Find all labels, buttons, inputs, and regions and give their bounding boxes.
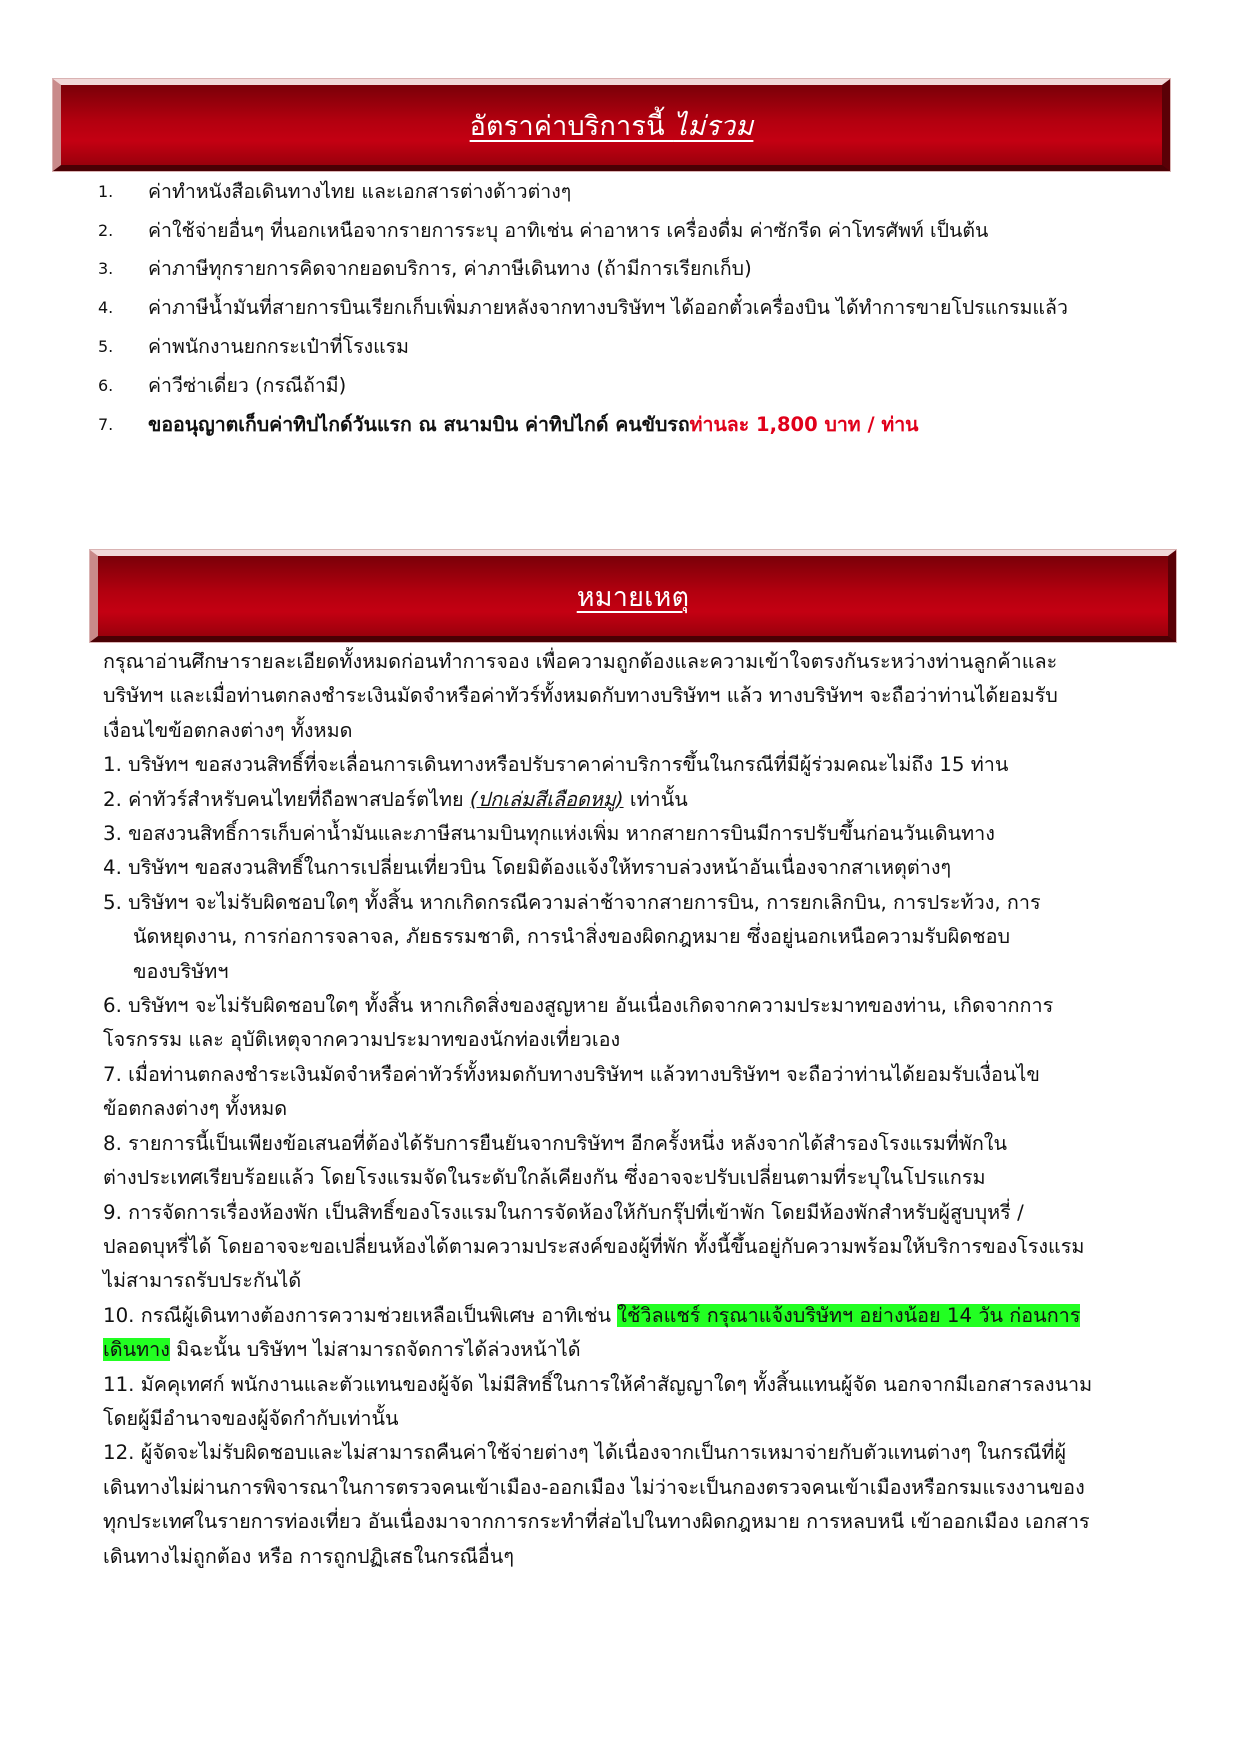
note-line: โดยผู้มีอำนาจของผู้จัดกำกับเท่านั้น — [103, 1406, 399, 1430]
tip-price: ท่านละ 1,800 บาท / ท่าน — [689, 412, 919, 436]
item-number: 6. — [98, 375, 114, 395]
list-item — [98, 405, 1168, 444]
excluded-title-main: อัตราค่าบริการนี้ — [469, 110, 674, 142]
item-number: 1. — [98, 181, 114, 201]
excluded-banner — [53, 79, 1170, 171]
note-line: ของบริษัทฯ — [133, 959, 229, 983]
item-number: 4. — [98, 298, 114, 318]
note-line: โจรกรรม และ อุบัติเหตุจากความประมาทของนักท่องเที่ยวเอง — [103, 1028, 621, 1052]
notes-body — [103, 645, 1153, 1574]
note-line: 5. บริษัทฯ จะไม่รับผิดชอบใดๆ ทั้งสิ้น หากเกิดกรณีความล่าช้าจากสายการบิน, การยกเลิกบิน, การประท้วง, การ — [103, 890, 1041, 914]
note-line: เดินทางไม่ผ่านการพิจารณาในการตรวจคนเข้าเมือง-ออกเมือง ไม่ว่าจะเป็นกองตรวจคนเข้าเมืองหรือกรมแรงงานของ — [103, 1475, 1085, 1499]
notes-title: หมายเหตุ — [576, 581, 690, 613]
excluded-title — [470, 104, 754, 147]
item-number: 3. — [98, 259, 114, 279]
item-text: ขออนุญาตเก็บค่าทิปไกด์วันแรก ณ สนามบิน ค่าทิปไกด์ คนขับรถ — [148, 412, 690, 436]
note-text: เท่านั้น — [623, 787, 688, 811]
item-text: ค่าภาษีทุกรายการคิดจากยอดบริการ, ค่าภาษีเดินทาง (ถ้ามีการเรียกเก็บ) — [148, 257, 752, 281]
note-line: 7. เมื่อท่านตกลงชำระเงินมัดจำหรือค่าทัวร์ทั้งหมดกับทางบริษัทฯ แล้วทางบริษัทฯ จะถือว่าท่านได้ยอมรับเงื่อนไข — [103, 1062, 1040, 1086]
notes-intro-line: บริษัทฯ และเมื่อท่านตกลงชำระเงินมัดจำหรือค่าทัวร์ทั้งหมดกับทางบริษัทฯ แล้ว ทางบริษัทฯ จะถือว่าท่านได้ยอมรับ — [103, 684, 1058, 708]
passport-color-note: (ปกเล่มสีเลือดหมู) — [469, 787, 624, 811]
note-line: ข้อตกลงต่างๆ ทั้งหมด — [103, 1097, 288, 1121]
list-item — [98, 250, 1168, 289]
wheelchair-highlight: ใช้วิลแชร์ กรุณาแจ้งบริษัทฯ อย่างน้อย 14 วัน ก่อนการ — [617, 1303, 1081, 1327]
note-line: ไม่สามารถรับประกันได้ — [103, 1269, 302, 1293]
note-line: ต่างประเทศเรียบร้อยแล้ว โดยโรงแรมจัดในระดับใกล้เคียงกัน ซึ่งอาจจะปรับเปลี่ยนตามที่ระบุในโปรแกรม — [103, 1166, 986, 1190]
notes-intro-line: กรุณาอ่านศึกษารายละเอียดทั้งหมดก่อนทำการจอง เพื่อความถูกต้องและความเข้าใจตรงกันระหว่างท่านลูกค้าและ — [103, 650, 1058, 673]
note-line: 8. รายการนี้เป็นเพียงข้อเสนอที่ต้องได้รับการยืนยันจากบริษัทฯ อีกครั้งหนึ่ง หลังจากได้สำรองโรงแรมที่พักใน — [103, 1131, 1007, 1155]
note-line: เดินทางไม่ถูกต้อง หรือ การถูกปฏิเสธในกรณีอื่นๆ — [103, 1544, 514, 1568]
note-line: 3. ขอสงวนสิทธิ์การเก็บค่าน้ำมันและภาษีสนามบินทุกแห่งเพิ่ม หากสายการบินมีการปรับขึ้นก่อนวันเดินทาง — [103, 822, 995, 846]
item-number: 7. — [98, 414, 114, 434]
note-line: 1. บริษัทฯ ขอสงวนสิทธิ์ที่จะเลื่อนการเดินทางหรือปรับราคาค่าบริการขึ้นในกรณีที่มีผู้ร่วมคณะไม่ถึง 15 ท่าน — [103, 753, 1009, 777]
wheelchair-highlight: เดินทาง — [103, 1338, 170, 1362]
item-text: ค่าพนักงานยกกระเป๋าที่โรงแรม — [148, 335, 409, 359]
excluded-list — [98, 172, 1168, 444]
note-text: 2. ค่าทัวร์สำหรับคนไทยที่ถือพาสปอร์ตไทย — [103, 787, 470, 811]
note-line: 9. การจัดการเรื่องห้องพัก เป็นสิทธิ์ของโรงแรมในการจัดห้องให้กับกรุ๊ปที่เข้าพัก โดยมีห้องพักสำหรับผู้สูบบุหรี่ / — [103, 1200, 1024, 1224]
notes-banner — [90, 550, 1176, 642]
note-text: 10. กรณีผู้เดินทางต้องการความช่วยเหลือเป็นพิเศษ อาทิเช่น — [103, 1303, 618, 1327]
list-item — [98, 172, 1168, 211]
note-line: นัดหยุดงาน, การก่อการจลาจล, ภัยธรรมชาติ, การนำสิ่งของผิดกฎหมาย ซึ่งอยู่นอกเหนือความรับผิดชอบ — [133, 925, 1011, 949]
note-line — [103, 1299, 1153, 1333]
item-text: ค่าภาษีน้ำมันที่สายการบินเรียกเก็บเพิ่มภายหลังจากทางบริษัทฯ ได้ออกตั๋วเครื่องบิน ได้ทำการขายโปรแกรมแล้ว — [148, 296, 1068, 320]
item-text: ค่าวีซ่าเดี่ยว (กรณีถ้ามี) — [148, 373, 347, 397]
item-number: 5. — [98, 337, 114, 357]
list-item — [98, 288, 1168, 327]
list-item — [98, 327, 1168, 366]
item-number: 2. — [98, 220, 114, 240]
notes-intro-line: เงื่อนไขข้อตกลงต่างๆ ทั้งหมด — [103, 718, 353, 742]
note-line — [103, 1333, 1153, 1367]
note-line: 11. มัคคุเทศก์ พนักงานและตัวแทนของผู้จัด ไม่มีสิทธิ์ในการให้คำสัญญาใดๆ ทั้งสิ้นแทนผู้จัด นอกจากมีเอกสารลงนาม — [103, 1372, 1093, 1396]
item-text: ค่าทำหนังสือเดินทางไทย และเอกสารต่างด้าวต่างๆ — [148, 179, 572, 203]
note-line: ปลอดบุหรี่ได้ โดยอาจจะขอเปลี่ยนห้องได้ตามความประสงค์ของผู้ที่พัก ทั้งนี้ขึ้นอยู่กับความพร้อมให้บริการของโรงแรม — [103, 1234, 1085, 1258]
list-item — [98, 211, 1168, 250]
note-line: 6. บริษัทฯ จะไม่รับผิดชอบใดๆ ทั้งสิ้น หากเกิดสิ่งของสูญหาย อันเนื่องเกิดจากความประมาทของท่าน, เกิดจากการ — [103, 994, 1054, 1018]
excluded-title-emphasis: ไม่รวม — [673, 110, 754, 142]
note-line: 12. ผู้จัดจะไม่รับผิดชอบและไม่สามารถคืนค่าใช้จ่ายต่างๆ ได้เนื่องจากเป็นการเหมาจ่ายกับตัวแทนต่างๆ ในกรณีที่ผู้ — [103, 1441, 1067, 1465]
note-line — [103, 783, 1153, 817]
item-text: ค่าใช้จ่ายอื่นๆ ที่นอกเหนือจากรายการระบุ อาทิเช่น ค่าอาหาร เครื่องดื่ม ค่าซักรีด ค่าโทรศัพท์ เป็นต้น — [148, 218, 989, 242]
list-item — [98, 366, 1168, 405]
note-line: ทุกประเทศในรายการท่องเที่ยว อันเนื่องมาจากการกระทำที่ส่อไปในทางผิดกฎหมาย การหลบหนี เข้าออกเมือง เอกสาร — [103, 1510, 1090, 1534]
note-text: มิฉะนั้น บริษัทฯ ไม่สามารถจัดการได้ล่วงหน้าได้ — [169, 1338, 581, 1362]
note-line: 4. บริษัทฯ ขอสงวนสิทธิ์ในการเปลี่ยนเที่ยวบิน โดยมิต้องแจ้งให้ทราบล่วงหน้าอันเนื่องจากสาเหตุต่างๆ — [103, 856, 952, 880]
